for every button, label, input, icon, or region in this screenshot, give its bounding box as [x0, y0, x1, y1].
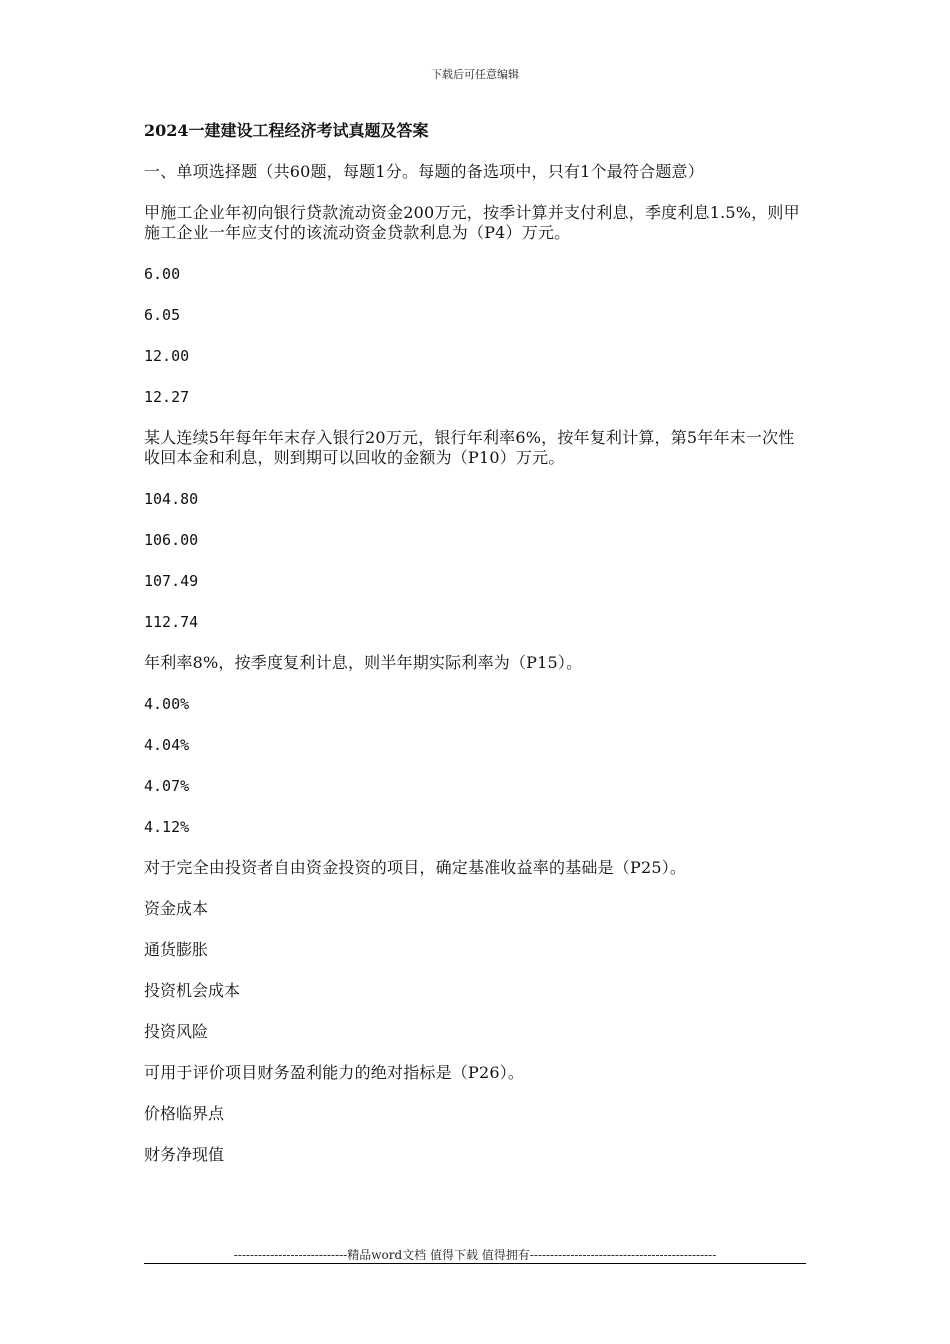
footer-divider [144, 1263, 806, 1264]
question-text: 可用于评价项目财务盈利能力的绝对指标是（P26）。 [144, 1063, 525, 1082]
option-b: 106.00 [144, 531, 199, 549]
section-heading: 一、单项选择题（共60题，每题1分。每题的备选项中，只有1个最符合题意） [144, 162, 704, 181]
option-a: 4.00% [144, 695, 190, 713]
option-b: 通货膨胀 [144, 940, 209, 959]
option-c: 4.07% [144, 777, 190, 795]
document-body [144, 120, 808, 1186]
question-5 [144, 1063, 808, 1165]
question-text: 对于完全由投资者自由资金投资的项目，确定基准收益率的基础是（P25）。 [144, 858, 687, 877]
option-c: 投资机会成本 [144, 981, 241, 1000]
header-note: 下载后可任意编辑 [431, 68, 519, 81]
question-1 [144, 203, 808, 407]
option-d: 112.74 [144, 613, 199, 631]
question-text: 年利率8%，按季度复利计息，则半年期实际利率为（P15）。 [144, 653, 583, 672]
question-2 [144, 428, 808, 632]
option-c: 107.49 [144, 572, 199, 590]
option-a: 资金成本 [144, 899, 209, 918]
question-text: 某人连续5年每年年末存入银行20万元，银行年利率6%，按年复利计算，第5年年末一次性收回本金和利息，则到期可以回收的金额为（P10）万元。 [144, 428, 795, 467]
question-4 [144, 858, 808, 1042]
option-d: 4.12% [144, 818, 190, 836]
question-text: 甲施工企业年初向银行贷款流动资金200万元，按季计算并支付利息，季度利息1.5%，则甲施工企业一年应支付的该流动资金贷款利息为（P4）万元。 [144, 203, 800, 242]
option-d: 投资风险 [144, 1022, 209, 1041]
option-b: 6.05 [144, 306, 181, 324]
footer-note: ----------------------------精品word文档 值得下载 值得拥有---------------------------------------------- [233, 1248, 717, 1262]
option-a: 6.00 [144, 265, 181, 283]
question-3 [144, 653, 808, 837]
option-a: 价格临界点 [144, 1104, 225, 1123]
option-a: 104.80 [144, 490, 199, 508]
option-d: 12.27 [144, 388, 190, 406]
document-title: 2024一建建设工程经济考试真题及答案 [144, 121, 429, 140]
option-c: 12.00 [144, 347, 190, 365]
option-b: 财务净现值 [144, 1145, 225, 1164]
option-b: 4.04% [144, 736, 190, 754]
